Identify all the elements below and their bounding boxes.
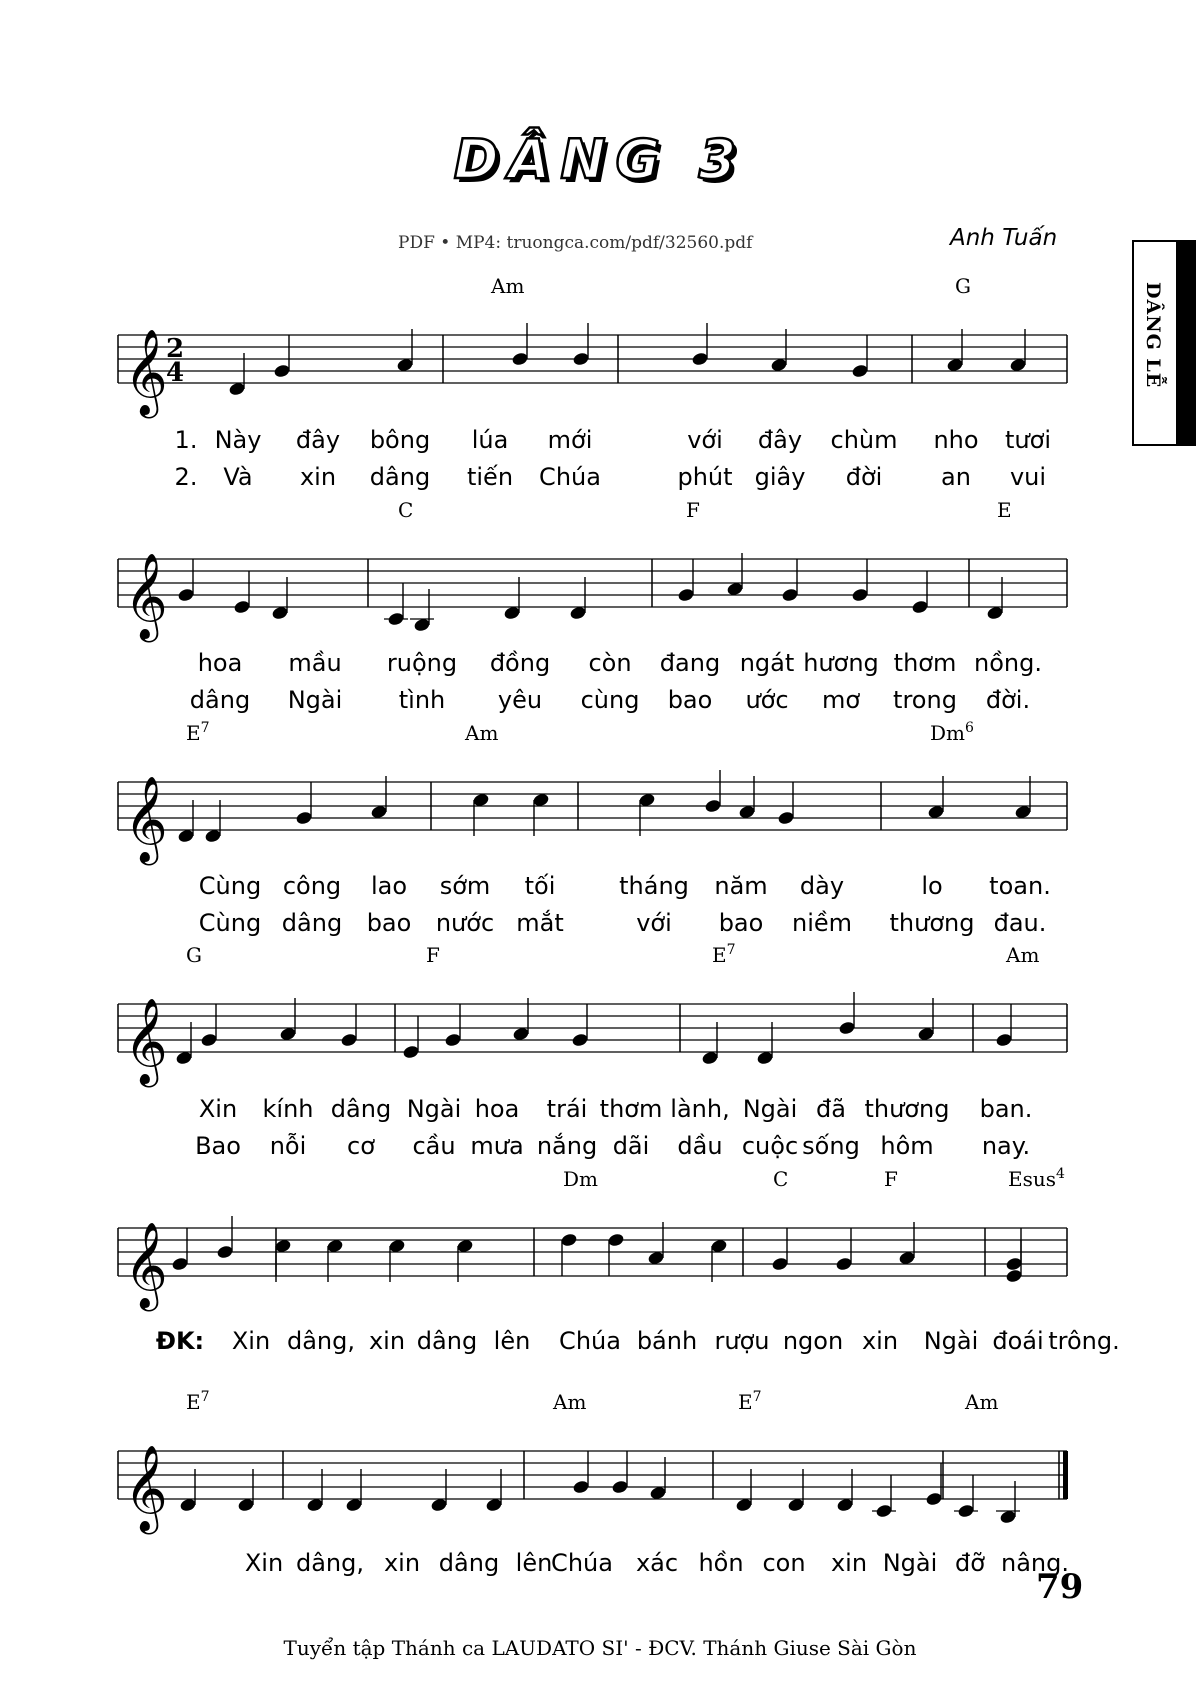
lyric-word: cùng bbox=[580, 686, 640, 714]
note bbox=[572, 323, 590, 367]
lyric-word: nâng. bbox=[1001, 1549, 1069, 1577]
lyric-word: mắt bbox=[516, 909, 564, 937]
lyric-word: Cùng bbox=[198, 872, 262, 900]
lyric-word: bao bbox=[366, 909, 412, 937]
note-head bbox=[571, 1032, 589, 1047]
note-head bbox=[233, 599, 251, 614]
time-signature-bottom: 4 bbox=[166, 358, 185, 388]
chord-symbol: Am bbox=[553, 1390, 587, 1414]
note bbox=[560, 1232, 578, 1276]
note bbox=[691, 323, 709, 367]
lyric-word: xin bbox=[383, 1549, 421, 1577]
lyric-word: dâng bbox=[189, 686, 251, 714]
lyric-word: Này bbox=[214, 426, 262, 454]
lyric-word: sống bbox=[802, 1132, 860, 1160]
note-head bbox=[444, 1032, 462, 1047]
side-tab-label: DÂNG LỄ bbox=[1142, 282, 1164, 389]
chord-symbol: Am bbox=[965, 1390, 999, 1414]
lyric-word: đây bbox=[757, 426, 803, 454]
lyric-word: hồn bbox=[698, 1549, 744, 1577]
source-link[interactable]: PDF • MP4: truongca.com/pdf/32560.pdf bbox=[398, 233, 753, 253]
lyric-word: tiến bbox=[466, 463, 514, 491]
chord-symbol: $E^7$ bbox=[738, 1389, 762, 1414]
lyric-word: thương bbox=[864, 1095, 950, 1123]
note-head bbox=[771, 1256, 789, 1271]
lyric-word: con bbox=[762, 1549, 806, 1577]
note-head bbox=[781, 587, 799, 602]
lyric-word: giây bbox=[754, 463, 806, 491]
note bbox=[216, 1216, 234, 1260]
note-head bbox=[704, 798, 722, 813]
treble-clef-icon: 𝄞 bbox=[124, 553, 168, 639]
chord-symbol: E bbox=[997, 498, 1012, 522]
chord-symbol: F bbox=[426, 943, 440, 967]
treble-clef-icon: 𝄞 bbox=[124, 776, 168, 862]
note-head bbox=[1005, 1268, 1023, 1283]
note-head bbox=[171, 1256, 189, 1271]
lyric-word: dâng bbox=[416, 1327, 478, 1355]
chord-symbol: Esus$^4$ bbox=[1008, 1166, 1065, 1191]
lyric-word: mơ bbox=[821, 686, 861, 714]
lyric-word: lúa bbox=[471, 426, 509, 454]
note bbox=[511, 323, 529, 367]
note bbox=[340, 1004, 358, 1048]
lyric-word: Và bbox=[223, 463, 253, 491]
lyric-word: chùm bbox=[830, 426, 898, 454]
note-head bbox=[611, 1479, 629, 1494]
note bbox=[611, 1451, 629, 1495]
staff bbox=[118, 1216, 1067, 1312]
lyric-word: nay. bbox=[981, 1132, 1031, 1160]
lyric-word: Bao bbox=[195, 1132, 241, 1160]
lyric-word: bao bbox=[667, 686, 713, 714]
note bbox=[384, 583, 408, 627]
note bbox=[295, 782, 313, 826]
lyric-word: cơ bbox=[347, 1132, 375, 1160]
treble-clef-icon: 𝄞 bbox=[124, 1445, 168, 1531]
lyric-word: bao bbox=[718, 909, 764, 937]
lyric-word: xin bbox=[299, 463, 337, 491]
lyric-word: tháng bbox=[619, 872, 689, 900]
lyric-word: thơm bbox=[893, 649, 957, 677]
lyric-word: còn bbox=[588, 649, 632, 677]
lyric-word: tối bbox=[524, 872, 556, 900]
lyric-word: yêu bbox=[497, 686, 543, 714]
note bbox=[607, 1232, 625, 1276]
lyric-word: xin bbox=[368, 1327, 406, 1355]
lyric-word: an bbox=[941, 463, 971, 491]
treble-clef-icon: 𝄞 bbox=[124, 1222, 168, 1308]
lyric-word: lên bbox=[493, 1327, 531, 1355]
note-head bbox=[177, 587, 195, 602]
note-head bbox=[851, 587, 869, 602]
lyric-word: Chúa bbox=[559, 1327, 621, 1355]
note bbox=[838, 992, 856, 1036]
lyric-word: ước bbox=[745, 686, 789, 714]
note bbox=[233, 571, 251, 615]
lyric-word: công bbox=[282, 872, 342, 900]
lyric-word: 2. bbox=[174, 463, 198, 491]
note bbox=[200, 1004, 218, 1048]
note-head bbox=[295, 810, 313, 825]
note-head bbox=[216, 1244, 234, 1259]
lyric-word: xác bbox=[635, 1549, 679, 1577]
lyric-word: lên bbox=[515, 1549, 553, 1577]
lyric-word: dâng, bbox=[295, 1549, 365, 1577]
chord-symbol: Am bbox=[465, 721, 499, 745]
staff bbox=[118, 992, 1067, 1088]
note bbox=[954, 1475, 978, 1519]
lyric-word: dày bbox=[799, 872, 845, 900]
footer-text: Tuyển tập Thánh ca LAUDATO SI' - ĐCV. Thánh Giuse Sài Gòn bbox=[283, 1636, 917, 1660]
chord-symbol: C bbox=[773, 1167, 789, 1191]
chord-symbol: $E^7$ bbox=[712, 942, 736, 967]
lyric-word: đồng bbox=[489, 649, 551, 677]
chord-symbol: G bbox=[955, 274, 971, 298]
note bbox=[704, 770, 722, 814]
note bbox=[177, 559, 195, 603]
lyric-word: thơm bbox=[599, 1095, 663, 1123]
note-head bbox=[677, 587, 695, 602]
lyric-word: dâng bbox=[369, 463, 431, 491]
lyric-word: nồng. bbox=[974, 649, 1042, 677]
lyric-word: ĐK: bbox=[155, 1327, 205, 1355]
note bbox=[911, 571, 929, 615]
lyric-word: lao bbox=[370, 872, 408, 900]
lyric-word: với bbox=[687, 426, 723, 454]
note-head bbox=[1005, 1256, 1023, 1271]
lyric-word: nỗi bbox=[269, 1132, 307, 1160]
note-head bbox=[777, 810, 795, 825]
note-head bbox=[911, 599, 929, 614]
lyric-word: đã bbox=[816, 1095, 846, 1123]
lyric-word: kính bbox=[262, 1095, 314, 1123]
lyric-word: nho bbox=[933, 426, 979, 454]
lyric-word: bánh bbox=[636, 1327, 698, 1355]
note-head bbox=[835, 1256, 853, 1271]
lyric-word: nước bbox=[435, 909, 495, 937]
lyric-word: niềm bbox=[791, 909, 853, 937]
lyric-word: Xin bbox=[244, 1549, 284, 1577]
lyric-word: 1. bbox=[174, 426, 198, 454]
lyric-word: cuộc bbox=[741, 1132, 799, 1160]
treble-clef-icon: 𝄞 bbox=[124, 329, 168, 415]
note bbox=[571, 1004, 589, 1048]
lyric-word: Chúa bbox=[551, 1549, 613, 1577]
lyric-word: Chúa bbox=[539, 463, 601, 491]
note-head bbox=[273, 363, 291, 378]
note-head bbox=[572, 1479, 590, 1494]
composer-name: Anh Tuấn bbox=[950, 225, 1058, 251]
lyric-word: sớm bbox=[439, 872, 491, 900]
lyric-word: dâng bbox=[281, 909, 343, 937]
lyric-word: nắng bbox=[536, 1132, 598, 1160]
staff bbox=[118, 553, 1067, 643]
note bbox=[781, 559, 799, 603]
lyric-word: ngon bbox=[782, 1327, 844, 1355]
chord-symbol: Dm$^6$ bbox=[930, 720, 974, 745]
lyric-word: dầu bbox=[677, 1132, 723, 1160]
chord-symbol: $E^7$ bbox=[186, 1389, 210, 1414]
lyric-word: thương bbox=[889, 909, 975, 937]
lyric-word: dãi bbox=[612, 1132, 650, 1160]
note bbox=[171, 1228, 189, 1272]
lyric-word: Ngài bbox=[406, 1095, 462, 1123]
note-head bbox=[838, 1020, 856, 1035]
note bbox=[995, 1004, 1013, 1048]
lyric-word: dâng bbox=[330, 1095, 392, 1123]
lyric-word: mầu bbox=[288, 649, 342, 677]
staff bbox=[118, 770, 1067, 866]
note-head bbox=[691, 351, 709, 366]
lyric-word: xin bbox=[861, 1327, 899, 1355]
lyric-word: dâng, bbox=[286, 1327, 356, 1355]
note-head bbox=[560, 1232, 578, 1247]
lyric-word: đời bbox=[845, 463, 883, 491]
note bbox=[677, 559, 695, 603]
treble-clef-icon: 𝄞 bbox=[124, 998, 168, 1084]
chord-symbol: Am bbox=[491, 274, 525, 298]
time-signature-top: 2 bbox=[166, 334, 185, 364]
lyric-word: ngát bbox=[739, 649, 795, 677]
note bbox=[402, 1016, 420, 1060]
lyric-word: cầu bbox=[412, 1132, 456, 1160]
lyric-word: toan. bbox=[989, 872, 1051, 900]
lyric-word: hương bbox=[803, 649, 879, 677]
note bbox=[872, 1475, 896, 1519]
page-number: 79 bbox=[1036, 1567, 1084, 1607]
note bbox=[925, 1463, 943, 1507]
lyric-word: rượu bbox=[714, 1327, 770, 1355]
lyric-word: Ngài bbox=[882, 1549, 938, 1577]
lyric-word: đoái bbox=[992, 1327, 1044, 1355]
note bbox=[835, 1228, 853, 1272]
note bbox=[273, 335, 291, 379]
note bbox=[1005, 1228, 1023, 1272]
lyric-word: trái bbox=[546, 1095, 588, 1123]
lyric-word: vui bbox=[1009, 463, 1047, 491]
final-barline-thick bbox=[1063, 1451, 1068, 1499]
lyric-word: bông bbox=[369, 426, 431, 454]
lyric-word: với bbox=[636, 909, 672, 937]
note bbox=[444, 1004, 462, 1048]
chord-symbol: C bbox=[398, 498, 414, 522]
note bbox=[777, 782, 795, 826]
note-head bbox=[340, 1032, 358, 1047]
lyric-word: mưa bbox=[470, 1132, 524, 1160]
chord-symbol: Dm bbox=[563, 1167, 598, 1191]
chord-symbol: F bbox=[686, 498, 700, 522]
lyric-word: Cùng bbox=[198, 909, 262, 937]
lyric-word: Xin bbox=[231, 1327, 271, 1355]
lyric-word: Xin bbox=[198, 1095, 238, 1123]
lyric-word: đang bbox=[659, 649, 721, 677]
staff bbox=[118, 323, 1067, 419]
lyric-word: hôm bbox=[880, 1132, 934, 1160]
lyric-word: lành, bbox=[670, 1095, 730, 1123]
chord-symbol: G bbox=[186, 943, 202, 967]
chord-symbol: F bbox=[884, 1167, 898, 1191]
lyric-word: Ngài bbox=[287, 686, 343, 714]
lyric-word: đau. bbox=[993, 909, 1047, 937]
note-head bbox=[200, 1032, 218, 1047]
lyric-word: ruộng bbox=[386, 649, 458, 677]
note-head bbox=[607, 1232, 625, 1247]
lyric-word: Ngài bbox=[923, 1327, 979, 1355]
lyric-word: ban. bbox=[979, 1095, 1033, 1123]
lyric-word: trông. bbox=[1048, 1327, 1120, 1355]
chord-symbol: $E^7$ bbox=[186, 720, 210, 745]
lyric-word: trong bbox=[893, 686, 957, 714]
lyric-word: xin bbox=[830, 1549, 868, 1577]
note-head bbox=[511, 351, 529, 366]
lyric-word: hoa bbox=[197, 649, 243, 677]
note-head bbox=[572, 351, 590, 366]
lyric-word: phút bbox=[677, 463, 733, 491]
lyric-word: Ngài bbox=[742, 1095, 798, 1123]
lyric-word: đỡ bbox=[955, 1549, 985, 1577]
note-head bbox=[925, 1491, 943, 1506]
lyric-word: tươi bbox=[1005, 426, 1051, 454]
note bbox=[572, 1451, 590, 1495]
note-head bbox=[851, 363, 869, 378]
note bbox=[771, 1228, 789, 1272]
song-title: DÂNG 3 bbox=[453, 128, 747, 191]
note-head bbox=[402, 1044, 420, 1059]
lyric-word: tình bbox=[398, 686, 446, 714]
lyric-word: mới bbox=[547, 426, 593, 454]
chord-symbol: Am bbox=[1006, 943, 1040, 967]
staff bbox=[118, 1445, 1068, 1535]
lyric-word: đời. bbox=[985, 686, 1031, 714]
note bbox=[851, 335, 869, 379]
note-head bbox=[995, 1032, 1013, 1047]
lyric-word: đây bbox=[295, 426, 341, 454]
lyric-word: dâng bbox=[438, 1549, 500, 1577]
lyric-word: năm bbox=[714, 872, 768, 900]
lyric-word: hoa bbox=[474, 1095, 520, 1123]
note bbox=[851, 559, 869, 603]
lyric-word: lo bbox=[921, 872, 943, 900]
